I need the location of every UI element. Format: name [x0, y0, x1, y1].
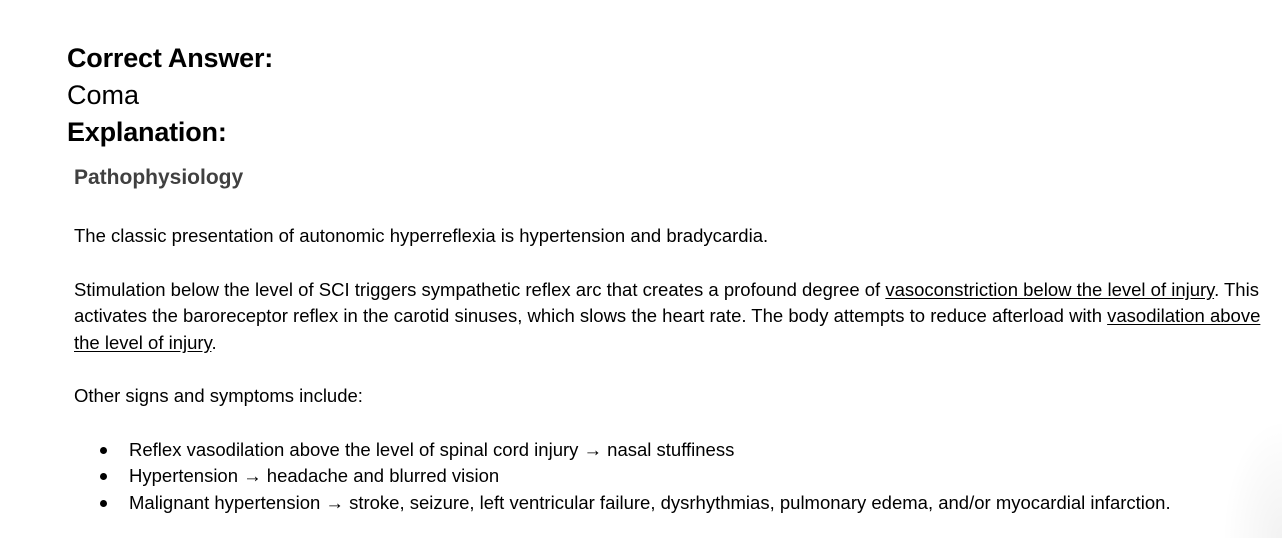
- list-item-text: Hypertension → headache and blurred vision: [129, 465, 500, 486]
- list-item-text: Malignant hypertension → stroke, seizure, left ventricular failure, dysrhythmias, pulmonary edema, and/or myocardial infarction.: [129, 491, 1171, 513]
- mechanism-text-1: Stimulation below the level of SCI triggers sympathetic reflex arc that creates a profound degree of: [74, 278, 886, 300]
- bullet-icon: [100, 447, 107, 454]
- paragraph-classic-presentation: The classic presentation of autonomic hyperreflexia is hypertension and bradycardia.: [74, 225, 769, 246]
- underlined-vasodilation: vasodilation above the level of injury: [74, 305, 1261, 353]
- answer-explanation-panel: [67, 40, 1272, 516]
- correct-answer-label: Correct Answer:: [67, 43, 274, 73]
- list-item: [74, 463, 1272, 490]
- list-item: [74, 437, 1272, 464]
- bullet-icon: [100, 500, 107, 507]
- underlined-vasoconstriction: vasoconstriction below the level of injury: [885, 278, 1215, 300]
- paragraph-other-signs: Other signs and symptoms include:: [74, 385, 363, 406]
- symptom-list: [74, 437, 1272, 517]
- mechanism-text-3: .: [211, 331, 217, 353]
- section-heading: Pathophysiology: [74, 166, 244, 189]
- bullet-icon: [100, 473, 107, 480]
- paragraph-mechanism: [74, 277, 1272, 357]
- correct-answer-value: Coma: [67, 80, 140, 110]
- explanation-body: [74, 164, 1272, 516]
- list-item: [74, 490, 1272, 517]
- mechanism-text-2: . This activates the baroreceptor reflex in the carotid sinuses, which slows the heart rate. The body attempts to reduce afterload with: [74, 278, 1259, 326]
- list-item-text: Reflex vasodilation above the level of spinal cord injury → nasal stuffiness: [129, 438, 735, 460]
- explanation-label: Explanation:: [67, 117, 227, 147]
- page-corner-shadow: [1222, 418, 1282, 538]
